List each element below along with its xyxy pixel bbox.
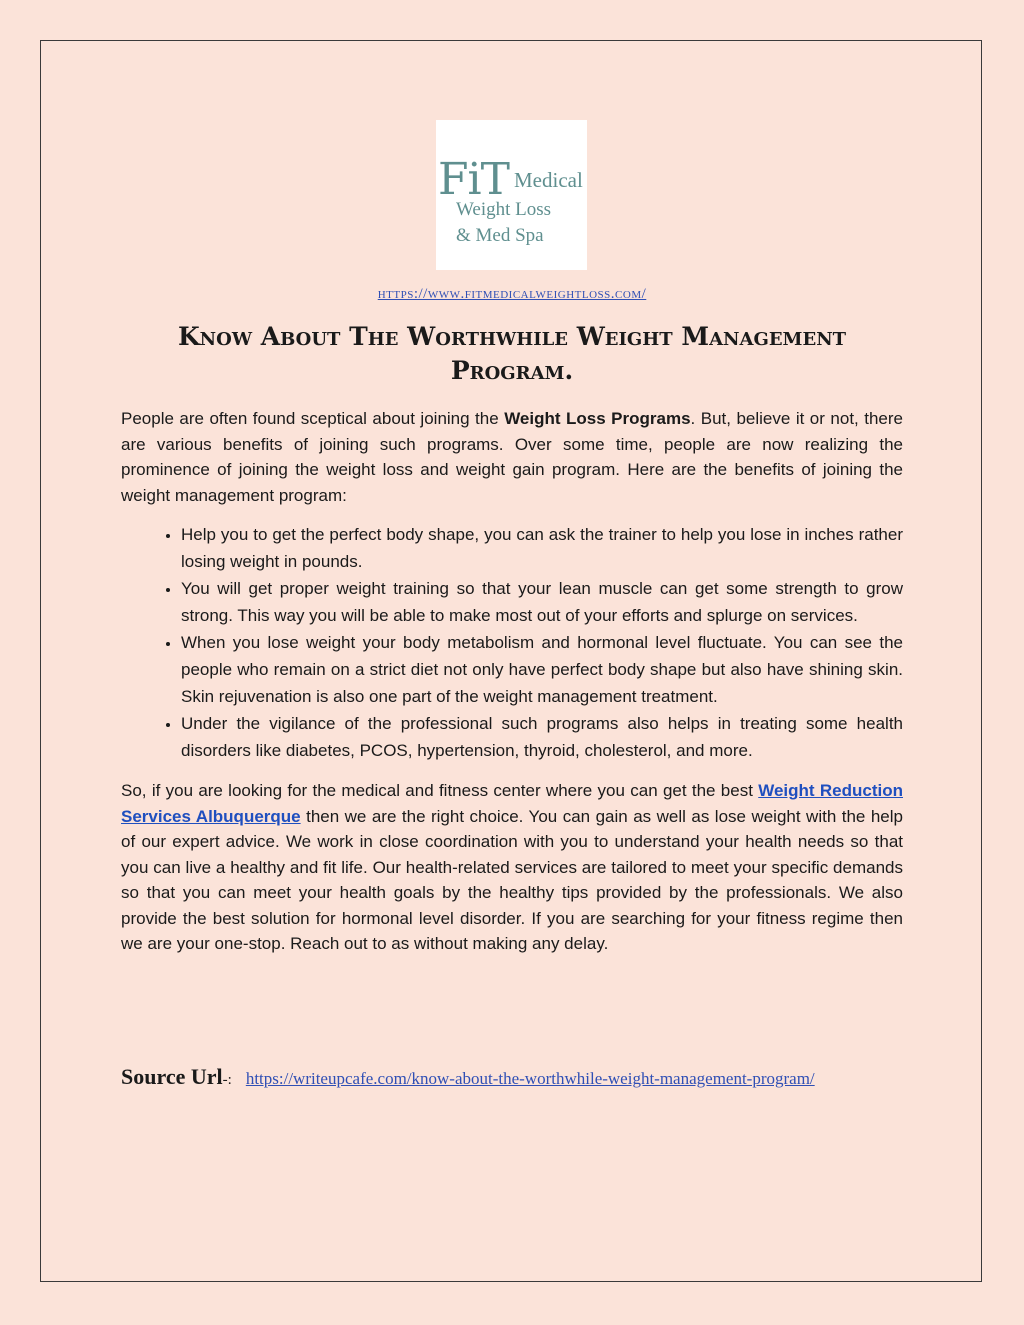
benefits-list [121, 521, 903, 764]
source-separator: -: [222, 1072, 232, 1088]
source-url-link[interactable]: https://writeupcafe.com/know-about-the-worthwhile-weight-management-program/ [245, 1069, 815, 1088]
logo-line-1: Medical [514, 168, 583, 192]
intro-text-end: . But, believe it or not, there are various benefits of joining such programs. Over some time, people are now realizing the prominence of joining the weight loss and weight gain program. Here are the benefits of joining the weight management program: [121, 409, 903, 505]
website-link[interactable]: https://www.fitmedicalweightloss.com/ [377, 286, 647, 302]
weight-reduction-link[interactable]: Weight Reduction Services Albuquerque [121, 781, 903, 826]
source-line [121, 1064, 815, 1090]
article-body [121, 406, 903, 957]
closing-text-start: So, if you are looking for the medical and fitness center where you can get the best [121, 781, 759, 800]
logo-line-3: & Med Spa [456, 225, 544, 246]
benefit-item: • Help you to get the perfect body shape, you can ask the trainer to help you lose in inches rather losing weight in pounds. [181, 521, 903, 575]
closing-text-end: then we are the right choice. You can gain as well as lose weight with the help of our expert advice. We work in close coordination with you to understand your health needs so that you can live a healthy and fit life. Our health-related services are tailored to meet your specific demands so that you can meet your health goals by the healthy tips provided by the professionals. We also provide the best solution for hormonal level disorder. If you are searching for your fitness regime then we are your one-stop. Reach out to as without making any delay. [121, 806, 903, 953]
intro-bold-term: Weight Loss Programs [504, 409, 691, 428]
closing-paragraph [121, 778, 903, 957]
benefit-item: • You will get proper weight training so that your lean muscle can get some strength to grow strong. This way you will be able to make most out of your efforts and splurge on services. [181, 575, 903, 629]
logo-mark: FiT [438, 154, 509, 205]
logo-line-2: Weight Loss [456, 199, 552, 220]
benefit-item: • Under the vigilance of the professional such programs also helps in treating some health disorders like diabetes, PCOS, hypertension, thyroid, cholesterol, and more. [181, 710, 903, 764]
benefit-item: • When you lose weight your body metabolism and hormonal level fluctuate. You can see the people who remain on a strict diet not only have perfect body shape but also have shining skin. Skin rejuvenation is also one part of the weight management treatment. [181, 629, 903, 710]
source-label: Source Url [121, 1064, 223, 1089]
article-title: Know About The Worthwhile Weight Management Program. [177, 322, 847, 385]
intro-text-start: People are often found sceptical about joining the [121, 409, 505, 428]
company-logo [436, 120, 587, 270]
intro-paragraph [121, 406, 903, 508]
